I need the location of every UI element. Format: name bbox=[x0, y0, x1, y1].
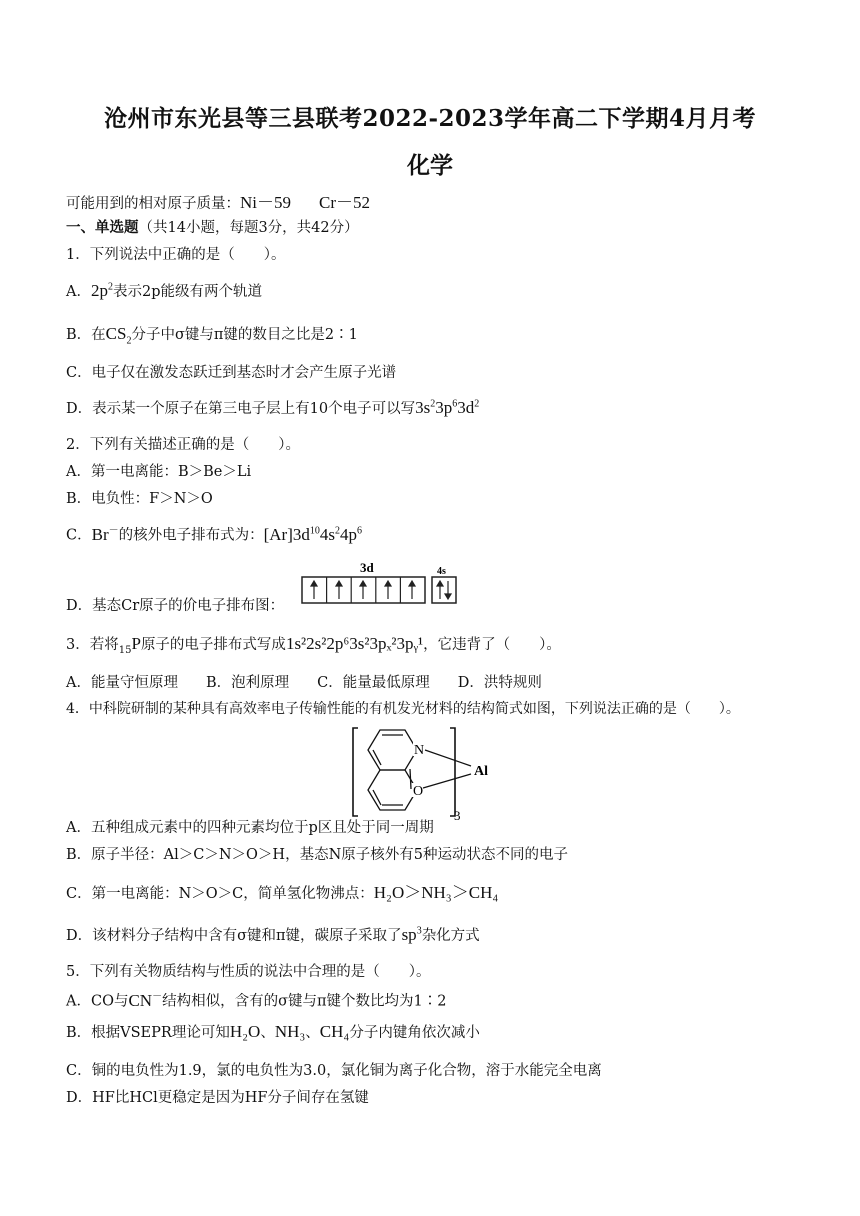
exam-title: 沧州市东光县等三县联考2022-2023学年高二下学期4月月考 bbox=[103, 105, 757, 132]
q1-a-text: 表示2p能级有两个轨道 bbox=[112, 284, 262, 300]
q5-a-ion-base: CN bbox=[128, 990, 153, 1010]
q3-stem-suffix: ，它违背了（ ）。 bbox=[423, 637, 561, 653]
cr-orbital-diagram bbox=[296, 558, 474, 608]
q3-config: 1s²2s²2p⁶3s²3pₓ²3pᵧ¹ bbox=[285, 634, 424, 653]
section-note: （共14小题，每题3分，共42分） bbox=[138, 220, 359, 236]
orbital-arrows-4s bbox=[437, 581, 451, 599]
quinoline-rings bbox=[368, 730, 417, 810]
q2-c-ion-charge: － bbox=[108, 525, 119, 536]
atomic-mass-ni: Ni－59 bbox=[240, 193, 291, 212]
q4-option-c bbox=[66, 878, 498, 903]
q2-option-c bbox=[66, 521, 362, 545]
q2-option-b: B．电负性：F＞N＞O bbox=[66, 491, 213, 507]
q3-option-c: C．能量最低原理 bbox=[317, 675, 430, 691]
q1-a-sup: 2 bbox=[107, 281, 113, 293]
q1-d-s1: 2 bbox=[430, 398, 436, 410]
q1-a-formula bbox=[91, 281, 113, 300]
atomic-mass-line bbox=[66, 188, 370, 213]
q1-stem: 1．下列说法中正确的是（ ）。 bbox=[66, 247, 286, 263]
subject-title: 化学 bbox=[407, 152, 453, 179]
q4-option-d bbox=[66, 924, 480, 945]
bond-n-al bbox=[425, 750, 471, 766]
q3-element: P bbox=[131, 634, 141, 653]
q2-c-f2: 4s bbox=[319, 524, 335, 544]
atomic-mass-label: 可能用到的相对原子质量： bbox=[66, 196, 240, 212]
q5-option-a bbox=[66, 987, 446, 1011]
q1-option-d bbox=[66, 397, 479, 418]
q5-b-f3: CH₄ bbox=[319, 1022, 350, 1041]
q2-c-ion bbox=[92, 525, 119, 544]
q5-b-sep1: 、 bbox=[260, 1025, 275, 1041]
q4-d-text: D．该材料分子结构中含有σ键和π键，碳原子采取了 bbox=[66, 928, 402, 944]
section-heading bbox=[66, 216, 359, 237]
q2-c-f3: 4p bbox=[340, 524, 357, 544]
q5-a-ion-charge: － bbox=[152, 991, 163, 1002]
q1-d-formula bbox=[415, 398, 479, 417]
q2-c-config bbox=[264, 525, 362, 544]
orbital-label-4s: 4s bbox=[437, 566, 446, 577]
q5-b-sep2: 、 bbox=[305, 1025, 320, 1041]
q4-d-sup: 3 bbox=[416, 925, 422, 937]
atomic-mass-cr: Cr－52 bbox=[319, 193, 370, 212]
bracket-left bbox=[353, 728, 358, 816]
q5-stem: 5．下列有关物质结构与性质的说法中合理的是（ ）。 bbox=[66, 964, 431, 980]
bond-o-al bbox=[423, 774, 471, 788]
q2-c-s1: 10 bbox=[309, 525, 320, 536]
q3-stem-prefix: 3．若将 bbox=[66, 637, 119, 653]
orbital-box-4s bbox=[432, 577, 456, 603]
q1-d-f3: 3d bbox=[457, 398, 475, 417]
q2-c-core: [Ar] bbox=[263, 524, 293, 544]
q1-option-a bbox=[66, 280, 262, 301]
q1-d-s3: 2 bbox=[474, 398, 480, 410]
subscript-count: 3 bbox=[454, 808, 461, 822]
q1-d-f2: 3p bbox=[435, 398, 453, 417]
q1-b-formula bbox=[105, 324, 132, 347]
q1-b-base: CS bbox=[105, 324, 127, 343]
q3-option-a: A．能量守恒原理 bbox=[66, 675, 178, 691]
q2-c-prefix: C． bbox=[66, 527, 92, 544]
q5-option-b bbox=[66, 1021, 480, 1042]
q3-option-d: D．洪特规则 bbox=[457, 675, 542, 691]
q1-b-sub: 2 bbox=[126, 335, 132, 347]
q5-a-text: 结构相似，含有的σ键与π键个数比均为1∶2 bbox=[162, 993, 447, 1010]
molecule-structure bbox=[350, 722, 510, 822]
q3-options bbox=[66, 671, 542, 692]
q1-option-c: C．电子仅在激发态跃迁到基态时才会产生原子光谱 bbox=[66, 365, 397, 381]
q1-b-text: 分子中σ键与π键的数目之比是2∶1 bbox=[131, 327, 358, 343]
bracket-right bbox=[450, 728, 455, 816]
atom-n: N bbox=[414, 743, 425, 758]
q1-option-b bbox=[66, 323, 358, 346]
q2-c-f1: 3d bbox=[292, 524, 310, 544]
q2-option-d: D．基态Cr原子的价电子排布图： bbox=[66, 598, 285, 614]
q5-b-f1: H₂O bbox=[229, 1022, 261, 1041]
atom-o: O bbox=[413, 784, 424, 799]
q4-d-base: sp bbox=[401, 925, 417, 944]
q1-d-s2: 6 bbox=[452, 398, 458, 410]
q4-c-text: C．第一电离能：N＞O＞C，简单氢化物沸点： bbox=[66, 886, 374, 902]
q3-option-b: B．泡利原理 bbox=[205, 675, 290, 691]
q4-option-a: A．五种组成元素中的四种元素均位于p区且处于同一周期 bbox=[66, 820, 434, 836]
q4-c-formula: H₂O＞NH₃＞CH₄ bbox=[373, 883, 499, 902]
q5-a-ion bbox=[128, 991, 162, 1010]
q5-b-f2: NH₃ bbox=[274, 1022, 306, 1041]
q1-a-base: 2p bbox=[90, 281, 108, 300]
q2-c-s3: 6 bbox=[357, 525, 362, 536]
q2-c-text: 的核外电子排布式为： bbox=[118, 527, 264, 544]
q3-stem-middle: 原子的电子排布式写成 bbox=[140, 637, 286, 653]
atom-al: Al bbox=[474, 764, 488, 779]
q1-a-prefix: A． bbox=[66, 284, 91, 300]
q4-d-suffix: 杂化方式 bbox=[421, 928, 480, 944]
q5-b-prefix: B．根据VSEPR理论可知 bbox=[66, 1025, 230, 1041]
q2-stem: 2．下列有关描述正确的是（ ）。 bbox=[66, 437, 300, 453]
q4-option-b: B．原子半径：Al＞C＞N＞O＞H，基态N原子核外有5种运动状态不同的电子 bbox=[66, 847, 568, 863]
q2-option-a: A．第一电离能：B＞Be＞Li bbox=[66, 464, 252, 480]
orbital-label-3d: 3d bbox=[360, 560, 374, 575]
q5-b-text: 分子内键角依次减小 bbox=[349, 1025, 480, 1041]
q1-d-f1: 3s bbox=[415, 398, 431, 417]
q4-stem: 4．中科院研制的某种具有高效率电子传输性能的有机发光材料的结构简式如图，下列说法正确的是（ ）。 bbox=[66, 701, 740, 717]
q2-c-ion-base: Br bbox=[91, 524, 109, 544]
section-title: 一、单选题 bbox=[66, 219, 139, 236]
q3-atomic-number: 15 bbox=[118, 644, 132, 656]
q1-b-prefix: B．在 bbox=[66, 327, 106, 343]
q5-a-prefix: A．CO与 bbox=[66, 993, 129, 1010]
q3-stem bbox=[66, 633, 561, 656]
q5-option-c: C．铜的电负性为1.9，氯的电负性为3.0，氯化铜为离子化合物，溶于水能完全电离 bbox=[66, 1063, 602, 1079]
q4-d-formula bbox=[402, 925, 422, 944]
q1-d-text: D．表示某一个原子在第三电子层上有10个电子可以写 bbox=[66, 401, 416, 417]
q5-option-d: D．HF比HCl更稳定是因为HF分子间存在氢键 bbox=[66, 1090, 369, 1106]
q2-c-s2: 2 bbox=[335, 525, 340, 536]
